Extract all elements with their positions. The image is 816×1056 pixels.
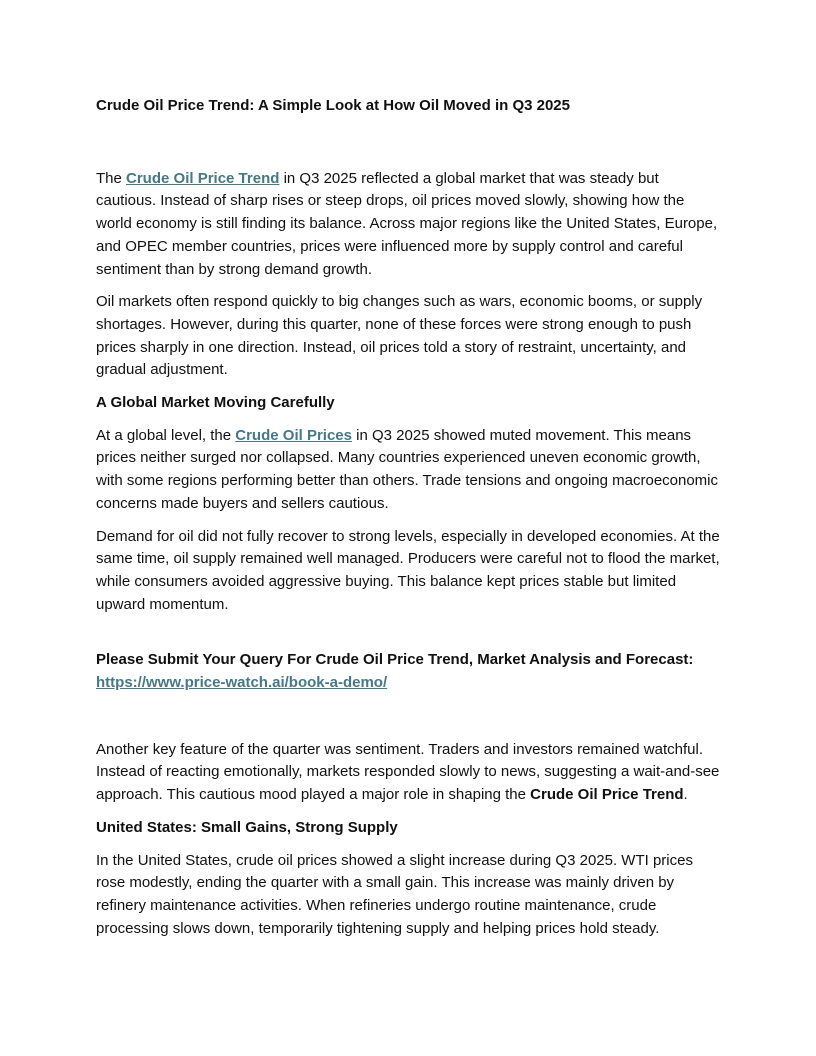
paragraph-global-level [96, 425, 720, 516]
heading-global-market: A Global Market Moving Carefully [96, 394, 335, 412]
query-call-to-action [96, 649, 720, 694]
paragraph-sentiment-bold: Crude Oil Price Trend [530, 786, 684, 804]
crude-oil-prices-link[interactable]: Crude Oil Prices [235, 426, 352, 444]
paragraph-intro-rest: in Q3 2025 reflected a global market that was steady but cautious. Instead of sharp rises or steep drops, oil prices moved slowly, showing how the world economy is still finding its balance. Across major regions like the United States, Europe, and OPEC member countries, prices were influenced more by supply control and careful sentiment than by strong demand growth. [96, 169, 718, 278]
paragraph-market-response: Oil markets often respond quickly to big changes such as wars, economic booms, or supply shortages. However, during this quarter, none of these forces were strong enough to push prices sharply in one direction. Instead, oil prices told a story of restraint, uncertainty, and gradual adjustment. [96, 293, 703, 379]
paragraph-united-states: In the United States, crude oil prices showed a slight increase during Q3 2025. WTI prices rose modestly, ending the quarter with a small gain. This increase was mainly driven by refinery maintenance activities. When refineries undergo routine maintenance, crude processing slows down, temporarily tightening supply and helping prices hold steady. [96, 851, 693, 937]
paragraph-global-level-start: At a global level, the [96, 426, 236, 444]
book-demo-link[interactable]: https://www.price-watch.ai/book-a-demo/ [96, 674, 388, 692]
document-title: Crude Oil Price Trend: A Simple Look at How Oil Moved in Q3 2025 [96, 97, 570, 114]
heading-united-states: United States: Small Gains, Strong Supply [96, 818, 398, 836]
query-text: Please Submit Your Query For Crude Oil Price Trend, Market Analysis and Forecast: [96, 651, 694, 669]
paragraph-intro-start: The [96, 169, 127, 187]
paragraph-demand: Demand for oil did not fully recover to strong levels, especially in developed economies. At the same time, oil supply remained well managed. Producers were careful not to flood the market, while consumers avoided aggressive buying. This balance kept prices stable but limited upward momentum. [96, 527, 720, 613]
crude-oil-price-trend-link[interactable]: Crude Oil Price Trend [126, 169, 280, 187]
paragraph-intro [96, 168, 720, 282]
paragraph-sentiment-start: Another key feature of the quarter was sentiment. Traders and investors remained watchful. Instead of reacting emotionally, markets responded slowly to news, suggesting a wait-and-see approach. This cautious mood played a major role in shaping the [96, 740, 720, 804]
paragraph-global-level-rest: in Q3 2025 showed muted movement. This means prices neither surged nor collapsed. Many countries experienced uneven economic growth, with some regions performing better than others. Trade tensions and ongoing macroeconomic concerns made buyers and sellers cautious. [96, 426, 719, 512]
paragraph-sentiment-end: . [683, 786, 688, 804]
paragraph-sentiment [96, 739, 720, 807]
